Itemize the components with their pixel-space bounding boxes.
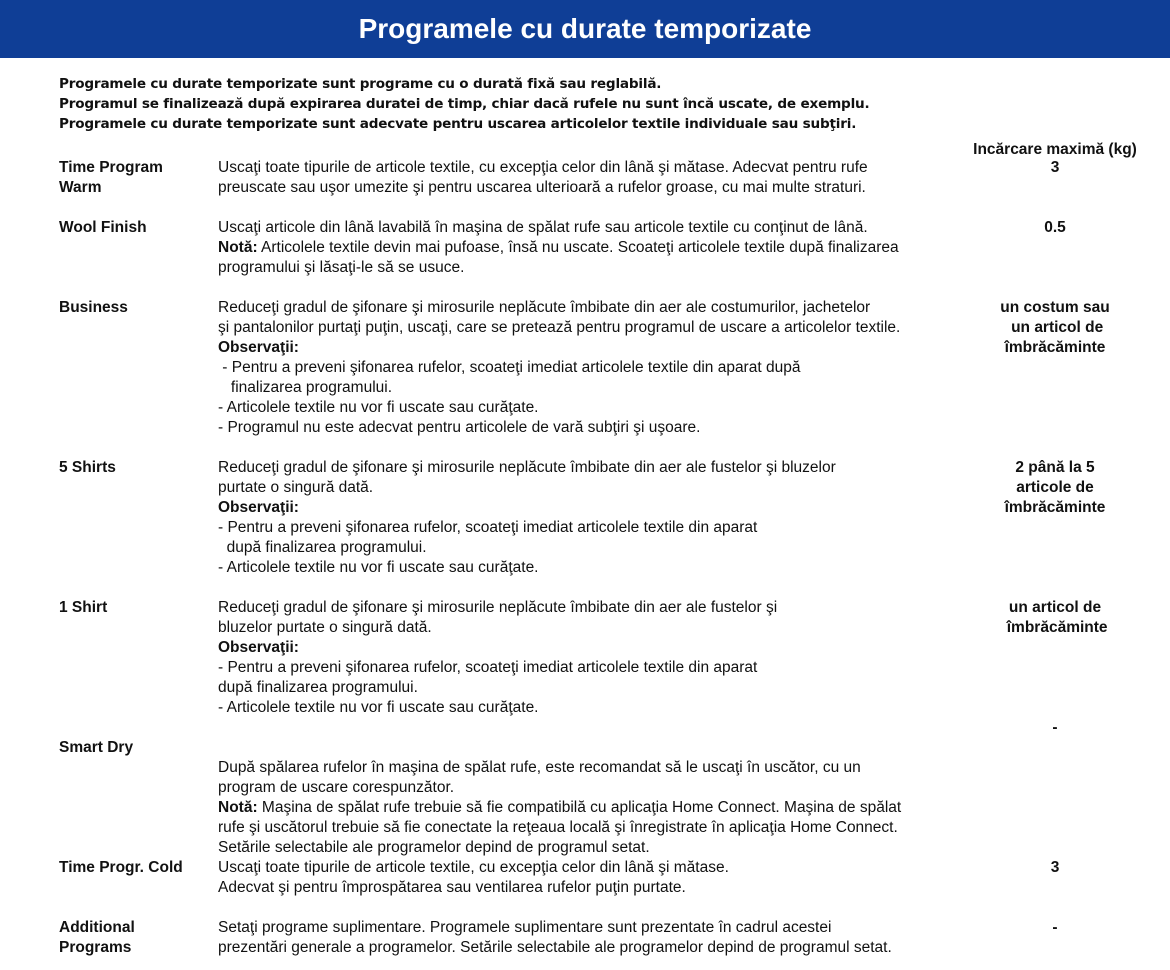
description-line — [218, 558, 958, 578]
description-bold-label: Observaţii: — [218, 499, 299, 516]
max-load-line: un articol de — [1008, 599, 1102, 616]
description-line — [218, 478, 958, 498]
description-text: Reduceţi gradul de şifonare şi mirosurile neplăcute îmbibate din aer ale fustelor şi bluzelor — [218, 459, 836, 476]
program-description — [218, 598, 958, 718]
program-description — [218, 218, 958, 278]
program-description — [218, 458, 958, 578]
description-line — [218, 678, 958, 698]
intro-line: Programele cu durate temporizate sunt adecvate pentru uscarea articolelor textile individuale sau subţiri. — [59, 116, 857, 132]
description-text: bluzelor purtate o singură dată. — [218, 619, 432, 636]
description-bold-label: Observaţii: — [218, 339, 299, 356]
program-name: 1 Shirt — [59, 599, 108, 616]
description-text: Reduceţi gradul de şifonare şi mirosurile neplăcute îmbibate din aer ale costumurilor, jachetelor — [218, 299, 871, 316]
description-line — [218, 538, 958, 558]
description-text: după finalizarea programului. — [218, 539, 427, 556]
description-line — [218, 878, 958, 898]
program-name: Smart Dry — [59, 739, 134, 756]
description-text: preuscate sau uşor umezite şi pentru uscarea ulterioară a rufelor groase, cu mai multe straturi. — [218, 179, 866, 196]
description-text: - Articolele textile nu vor fi uscate sau curăţate. — [218, 399, 539, 416]
program-description — [218, 858, 958, 898]
description-text: şi pantalonilor purtaţi puţin, uscaţi, care se pretează pentru programul de uscare a articolelor textile. — [218, 319, 901, 336]
description-text: - Pentru a preveni şifonarea rufelor, scoateţi imediat articolele textile din aparat — [218, 659, 758, 676]
description-line — [218, 318, 958, 338]
max-load-line: articole de — [1016, 479, 1094, 496]
description-text: prezentări generale a programelor. Setările selectabile ale programelor depind de programul setat. — [218, 939, 892, 956]
description-line — [218, 418, 958, 438]
max-load-line: un articol de — [1006, 319, 1104, 336]
program-name: Business — [59, 299, 128, 316]
description-text: - Programul nu este adecvat pentru articolele de vară subţiri şi uşoare. — [218, 419, 701, 436]
description-line — [218, 358, 958, 378]
description-text: programului şi lăsaţi-le să se usuce. — [218, 259, 465, 276]
max-load-line: 0.5 — [1044, 219, 1066, 236]
max-load-value — [955, 598, 1155, 638]
max-load-line: îmbrăcăminte — [1002, 619, 1108, 636]
description-line — [218, 518, 958, 538]
description-line — [218, 838, 958, 858]
max-load-value — [955, 918, 1155, 938]
description-text: rufe şi uscătorul trebuie să fie conectate la reţeaua locală şi înregistrate în aplicaţia Home Connect. — [218, 819, 898, 836]
max-load-value — [955, 858, 1155, 878]
max-load-value — [955, 718, 1155, 738]
description-bold-label: Notă: — [218, 239, 258, 256]
program-description — [218, 158, 958, 198]
description-line — [218, 378, 958, 398]
max-load-line: un costum sau — [1000, 299, 1110, 316]
program-name: Additional Programs — [59, 919, 135, 956]
description-line — [218, 858, 958, 878]
description-text: Setaţi programe suplimentare. Programele suplimentare sunt prezentate în cadrul acestei — [218, 919, 832, 936]
description-text: - Articolele textile nu vor fi uscate sau curăţate. — [218, 559, 539, 576]
description-line — [218, 658, 958, 678]
description-line — [218, 778, 958, 798]
description-line — [218, 218, 958, 238]
program-name: 5 Shirts — [59, 459, 116, 476]
description-line — [218, 238, 958, 258]
program-description — [218, 758, 958, 858]
program-name: Time Progr. Cold — [59, 859, 183, 876]
description-text: finalizarea programului. — [218, 379, 393, 396]
description-text: Uscaţi articole din lână lavabilă în maşina de spălat rufe sau articole textile cu conţinut de lână. — [218, 219, 868, 236]
description-text: Reduceţi gradul de şifonare şi mirosurile neplăcute îmbibate din aer ale fustelor şi — [218, 599, 778, 616]
description-bold-label: Notă: — [218, 799, 258, 816]
description-line — [218, 398, 958, 418]
description-bold-label: Observaţii: — [218, 639, 299, 656]
description-text: Uscaţi toate tipurile de articole textile, cu excepţia celor din lână şi mătase. Adecvat pentru rufe — [218, 159, 868, 176]
intro-line: Programul se finalizează după expirarea duratei de timp, chiar dacă rufele nu sunt încă uscate, de exemplu. — [59, 96, 870, 112]
description-text: purtate o singură dată. — [218, 479, 374, 496]
max-load-value — [955, 458, 1155, 518]
description-line — [218, 458, 958, 478]
description-text: - Articolele textile nu vor fi uscate sau curăţate. — [218, 699, 539, 716]
description-line — [218, 918, 958, 938]
max-load-value — [955, 218, 1155, 238]
description-line — [218, 698, 958, 718]
max-load-header: Incărcare maximă (kg) — [973, 141, 1137, 158]
description-text: Maşina de spălat rufe trebuie să fie compatibilă cu aplicaţia Home Connect. Maşina de spălat — [257, 799, 902, 816]
description-line — [218, 818, 958, 838]
max-load-value — [955, 298, 1155, 358]
description-line — [218, 258, 958, 278]
description-text: Adecvat şi pentru împrospătarea sau ventilarea rufelor puţin purtate. — [218, 879, 686, 896]
description-line — [218, 158, 958, 178]
description-line — [218, 338, 958, 358]
program-description — [218, 918, 958, 958]
description-line — [218, 618, 958, 638]
max-load-line: - — [1052, 919, 1058, 936]
description-line — [218, 758, 958, 778]
description-text: Uscaţi toate tipurile de articole textile, cu excepţia celor din lână şi mătase. — [218, 859, 729, 876]
description-line — [218, 638, 958, 658]
max-load-line: 2 până la 5 — [1015, 459, 1095, 476]
max-load-line: 3 — [1050, 159, 1060, 176]
description-line — [218, 498, 958, 518]
max-load-line: 3 — [1050, 859, 1060, 876]
max-load-line: îmbrăcăminte — [1004, 499, 1106, 516]
program-description — [218, 298, 958, 438]
description-line — [218, 598, 958, 618]
program-name: Time Program Warm — [59, 159, 163, 196]
description-line — [218, 178, 958, 198]
description-line — [218, 298, 958, 318]
max-load-value — [955, 158, 1155, 178]
description-line — [218, 798, 958, 818]
max-load-line: îmbrăcăminte — [1004, 339, 1106, 356]
intro-line: Programele cu durate temporizate sunt programe cu o durată fixă sau reglabilă. — [59, 76, 662, 92]
description-text: - Pentru a preveni şifonarea rufelor, scoateţi imediat articolele textile din aparat — [218, 519, 758, 536]
page-header — [0, 0, 1170, 58]
description-line — [218, 938, 958, 958]
max-load-line: - — [1052, 719, 1058, 736]
description-text: program de uscare corespunzător. — [218, 779, 455, 796]
description-text: după finalizarea programului. — [218, 679, 418, 696]
page-title: Programele cu durate temporizate — [358, 13, 812, 44]
description-text: După spălarea rufelor în maşina de spălat rufe, este recomandat să le uscaţi în uscător, cu un — [218, 759, 861, 776]
program-name: Wool Finish — [59, 219, 147, 236]
description-text: - Pentru a preveni şifonarea rufelor, scoateţi imediat articolele textile din aparat după — [218, 359, 801, 376]
description-text: Setările selectabile ale programelor depind de programul setat. — [218, 839, 650, 856]
description-text: Articolele textile devin mai pufoase, însă nu uscate. Scoateţi articolele textile după finalizarea — [257, 239, 899, 256]
intro-text — [59, 74, 1059, 134]
